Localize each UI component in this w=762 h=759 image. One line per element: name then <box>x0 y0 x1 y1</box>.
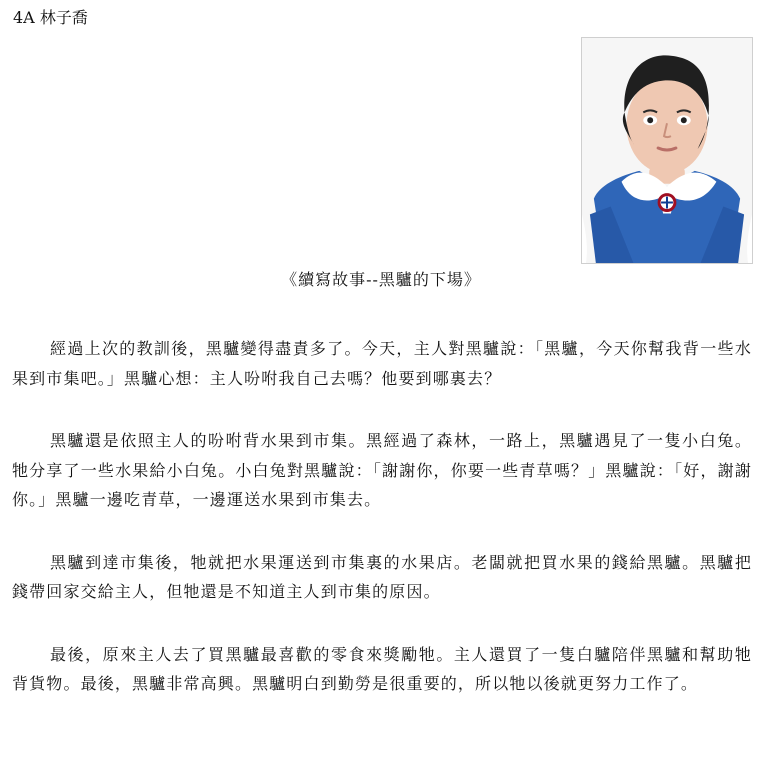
story-title: 《續寫故事--黑驢的下場》 <box>281 270 481 289</box>
story-paragraph-3: 黑驢到達市集後，牠就把水果運送到市集裏的水果店。老闆就把買水果的錢給黑驢。黑驢把錢帶回家交給主人，但牠還是不知道主人到市集的原因。 <box>12 552 752 601</box>
story-paragraph-4: 最後，原來主人去了買黑驢最喜歡的零食來獎勵牠。主人還買了一隻白驢陪伴黑驢和幫助牠背貨物。最後，黑驢非常高興。黑驢明白到勤勞是很重要的，所以牠以後就更努力工作了。 <box>12 644 752 693</box>
author-line: 4A 林子喬 <box>13 8 88 27</box>
student-portrait-photo <box>581 37 753 264</box>
story-body <box>12 334 752 699</box>
story-paragraph-1: 經過上次的教訓後，黑驢變得盡責多了。今天，主人對黑驢說：「黑驢，今天你幫我背一些水果到市集吧。」黑驢心想：主人吩咐我自己去嗎？他要到哪裏去？ <box>12 339 752 388</box>
story-paragraph-2: 黑驢還是依照主人的吩咐背水果到市集。黑經過了森林，一路上，黑驢遇見了一隻小白兔。牠分享了一些水果給小白兔。小白兔對黑驢說：「謝謝你，你要一些青草嗎？」黑驢說：「好，謝謝你。」黑驢一邊吃青草，一邊運送水果到市集去。 <box>12 431 752 509</box>
